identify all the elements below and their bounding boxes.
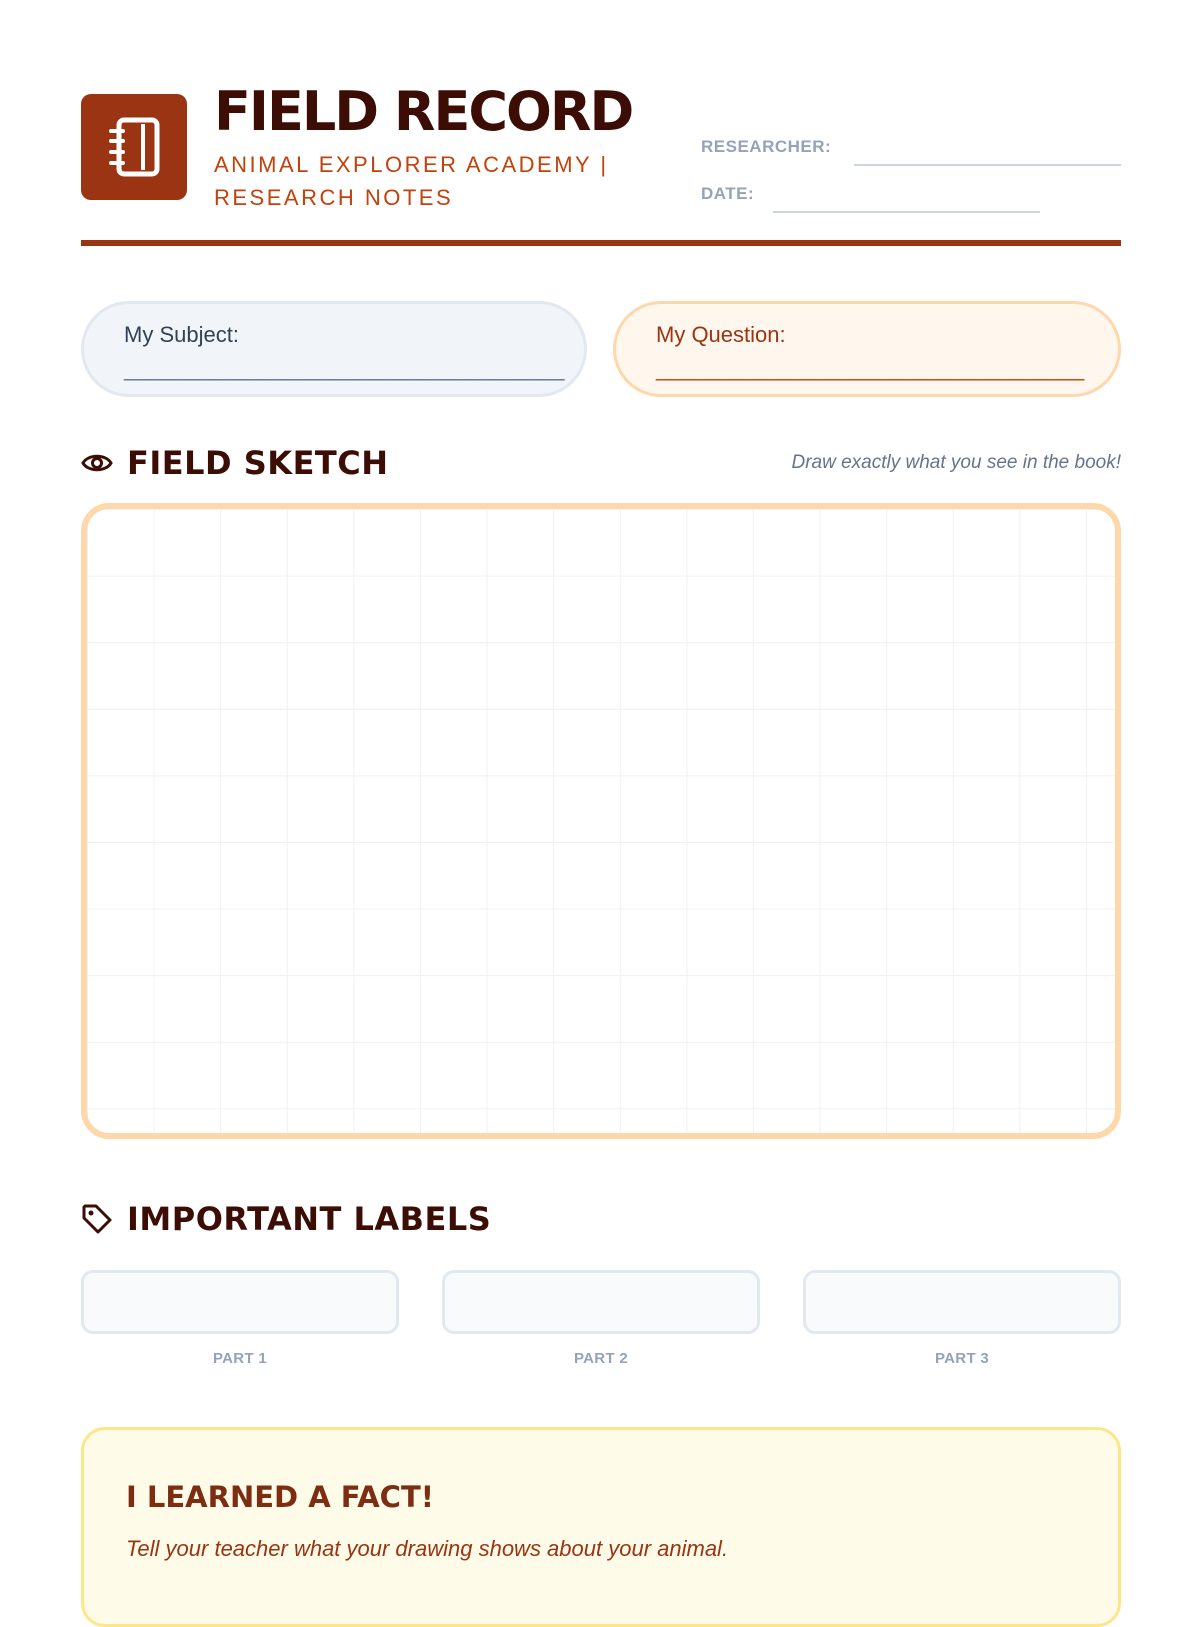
sketch-area[interactable]: [81, 503, 1121, 1139]
field-sketch-title: FIELD SKETCH: [127, 444, 389, 482]
part-1-label: PART 1: [212, 1350, 268, 1367]
logo: [81, 94, 187, 200]
part-1-box[interactable]: [81, 1270, 399, 1334]
labels-heading: [81, 1200, 491, 1238]
part-2-label: PART 2: [573, 1350, 629, 1367]
eye-icon: [81, 451, 113, 475]
question-blank[interactable]: ___________________________________: [656, 356, 1085, 381]
labels-title: IMPORTANT LABELS: [127, 1200, 492, 1238]
notebook-icon: [105, 116, 163, 178]
worksheet-page: [81, 0, 1121, 1600]
fact-box[interactable]: [81, 1427, 1121, 1627]
question-label: My Question:: [656, 322, 786, 347]
subject-label: My Subject:: [124, 322, 239, 347]
researcher-label: RESEARCHER:: [701, 137, 832, 156]
date-label: DATE:: [701, 184, 755, 203]
part-3-box[interactable]: [803, 1270, 1121, 1334]
fact-title: I LEARNED A FACT!: [126, 1480, 434, 1514]
fact-prompt: Tell your teacher what your drawing shows about your animal.: [126, 1536, 729, 1561]
subject-blank[interactable]: ____________________________________: [124, 356, 565, 381]
header-divider: [81, 240, 1121, 246]
tag-icon: [81, 1203, 113, 1235]
page-title: FIELD RECORD: [214, 80, 633, 143]
researcher-field[interactable]: [854, 164, 1121, 166]
field-sketch-heading: [81, 444, 389, 482]
date-field[interactable]: [773, 211, 1040, 213]
part-3-label: PART 3: [934, 1350, 990, 1367]
part-2-box[interactable]: [442, 1270, 760, 1334]
sketch-hint: Draw exactly what you see in the book!: [791, 452, 1121, 473]
question-prompt[interactable]: [613, 301, 1121, 397]
page-subtitle: ANIMAL EXPLORER ACADEMY | RESEARCH NOTES: [214, 152, 609, 210]
subject-prompt[interactable]: [81, 301, 587, 397]
